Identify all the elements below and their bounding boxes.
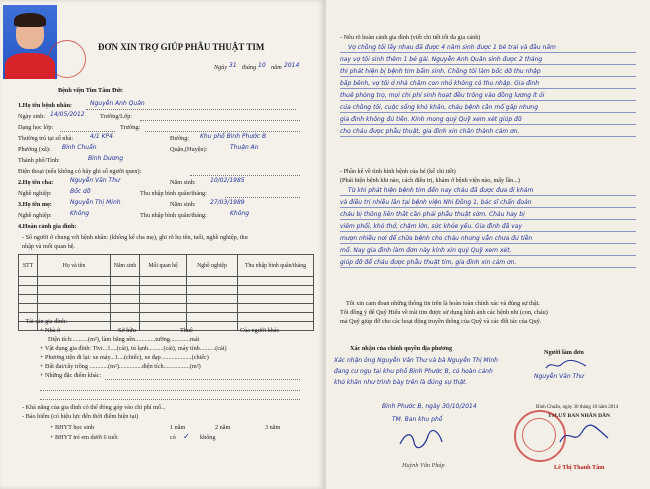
city-value: Bình Dương	[88, 155, 124, 162]
section3-heading: 3.Họ tên mẹ:	[18, 201, 52, 208]
patient-photo	[3, 5, 57, 79]
grade-label: Dạng học lớp:	[18, 124, 54, 131]
insurance-3-year: 3 năm	[265, 424, 281, 431]
reason-line-2: và điều trị nhiều lần tại bệnh viện Nhi Đồng 1, bác sĩ chẩn đoán	[340, 199, 532, 206]
mother-job-label: Nghề nghiệp:	[18, 212, 52, 219]
applicant-heading: Người làm đơn	[544, 349, 584, 356]
mother-dob-label: Năm sinh:	[170, 201, 196, 208]
official-red-seal-inner	[522, 418, 556, 452]
hc-line-5: thuê phòng trọ, mọi chi phí sinh hoạt đều trông vào đồng lương ít ỏi	[340, 92, 545, 99]
gov-date: Bình Phước B, ngày 30/10/2014	[382, 403, 477, 410]
father-dob: 10/02/1985	[210, 177, 245, 184]
reason-heading: - Phần kể về tình hình bệnh của bé (kể chi tiết)	[340, 168, 456, 175]
dob-label: Ngày sinh:	[18, 113, 45, 120]
family-situation-page	[326, 0, 650, 489]
house-label: + Nhà ở	[40, 327, 61, 334]
pledge-line-3: mà Quỹ giúp đỡ cho các hoạt động truyền thông của Quỹ và các đối tác của Quỹ.	[340, 318, 542, 325]
form-title: ĐƠN XIN TRỢ GIÚP PHẪU THUẬT TIM	[98, 42, 265, 52]
street-value: Khu phố Bình Phước B	[200, 133, 267, 140]
mother-income: Không	[230, 210, 250, 217]
hc-line-1: Vợ chồng tôi lấy nhau đã được 4 năm sinh được 1 bé trai và đầu năm	[348, 44, 556, 51]
insurance-child: + BHYT trẻ em dưới 6 tuổi	[50, 434, 118, 441]
pledge-line-1: Tôi xin cam đoan những thông tin trên là hoàn toàn chính xác và đúng sự thật.	[346, 300, 540, 307]
hc-line-4: bấp bênh, vợ tôi ở nhà chăm con nhỏ không có thu nhập. Gia đình	[340, 80, 540, 87]
col-name: Họ và tên	[38, 255, 111, 277]
pledge-line-2: Tôi đồng ý để Quỹ Hiểu về trái tim được sử dụng hình ảnh các bệnh nhi (con, cháu)	[340, 309, 548, 316]
ward-label: Trường/Lớp:	[100, 113, 133, 120]
reason-line-6: mổ. Nay gia đình làm đơn này kính xin quý Quỹ xem xét,	[340, 247, 512, 254]
table-row	[19, 286, 314, 295]
insurance-yes: có	[170, 434, 176, 441]
father-job-label: Nghề nghiệp:	[18, 190, 52, 197]
district-label: Quận,(Huyện):	[170, 146, 208, 153]
patient-name: Nguyễn Anh Quân	[90, 100, 145, 107]
table-row	[19, 304, 314, 313]
section4-desc2: nhập và mối quan hệ.	[22, 243, 76, 250]
gov-signature	[396, 428, 446, 450]
col-relation: Mối quan hệ	[140, 255, 187, 277]
reason-subheading: (Phát hiện bệnh khi nào, cách điều trị, khám ở bệnh viện nào, mấy lần...)	[340, 177, 520, 184]
col-stt: STT	[19, 255, 38, 277]
residence-value: 4/1 KP4	[90, 133, 113, 140]
gov-confirm-heading: Xác nhận của chính quyền địa phương	[350, 345, 453, 352]
father-job: Bốc dỡ	[70, 188, 91, 195]
date-year-label: năm	[271, 64, 282, 71]
hc-line-7: gia đình không đủ tiền. Kính mong quý Quỹ xem xét giúp đỡ	[340, 116, 522, 123]
area-line: Diện tích:..........(m²), làm bằng nền.............tường.............mái	[48, 336, 200, 343]
hc-line-6: của chồng tôi, cuộc sống khó khăn, cháu bệnh cần mổ gấp nhưng	[340, 104, 539, 111]
transport-line: + Phương tiện đi lại: xe máy...1....(chiếc), xe đạp ...................(chiếc)	[40, 354, 209, 361]
father-name: Nguyễn Văn Thư	[70, 177, 120, 184]
hc-line-8: cho cháu được phẫu thuật, gia đình xin chân thành cảm ơn.	[340, 128, 520, 135]
assets-label: - Tài sản gia đình:	[22, 318, 67, 325]
ward2-label: Phường (xã):	[18, 146, 51, 153]
gov-text-line-1: Xác nhận ông Nguyễn Văn Thư và bà Nguyễn Thị Minh	[334, 357, 498, 364]
section2-heading: 2.Họ tên cha:	[18, 179, 54, 186]
street-label: Đường:	[170, 135, 190, 142]
other-owner-label: Của người khác	[240, 327, 280, 334]
table-row	[19, 295, 314, 304]
section4-heading: 4.Hoàn cảnh gia đình:	[18, 223, 77, 230]
official-date: Bình Chuẩn, ngày 30 tháng 10 năm 2014	[536, 405, 619, 410]
col-birth-year: Năm sinh	[111, 255, 140, 277]
contribution-line: - Khả năng của gia đình có thể đóng góp vào chi phí mổ...	[22, 404, 166, 411]
rent-label: Thuê	[180, 327, 193, 334]
photo-hair	[14, 13, 46, 27]
insurance-2-year: 2 năm	[215, 424, 231, 431]
reason-line-3: cháu bị thông liên thất cần phải phẫu thuật sớm. Cháu hay bị	[340, 211, 525, 218]
hospital-line: Bệnh viện Tim Tâm Đức	[58, 87, 123, 94]
insurance-label: - Bảo hiểm (có hiệu lực đến thời điểm hiện tại)	[22, 413, 139, 420]
insurance-student: + BHYT học sinh	[50, 424, 95, 431]
date-month: 10	[258, 62, 266, 69]
date-year: 2014	[284, 62, 300, 69]
mother-income-label: Thu nhập bình quân/tháng:	[140, 212, 207, 219]
mother-name: Nguyễn Thị Minh	[70, 199, 121, 206]
official-signature	[556, 424, 612, 448]
section4-desc: - Số người ở chung với bệnh nhân: (không kể cha mẹ), ghi rõ họ tên, tuổi, nghề nghiệp, thu	[22, 234, 248, 241]
insurance-no: không	[200, 434, 216, 441]
household-goods-line: + Vật dụng gia đình: Tivi...1....(cái), tủ lạnh..........(cái), máy tính..........(cái)	[40, 345, 227, 352]
gov-text-line-2: đang cư ngụ tại khu phố Bình Phước B, có hoàn cảnh	[334, 368, 493, 375]
mother-dob: 27/03/1989	[210, 199, 245, 206]
gov-role: TM. Ban khu phố	[392, 416, 443, 423]
date-month-label: tháng	[242, 64, 257, 71]
phone-label: Điện thoại (nếu không có hãy ghi số người quen):	[18, 168, 142, 175]
official-signer-name: Lê Thị Thanh Tâm	[554, 464, 605, 471]
hc-line-2: nay vợ tôi sinh thêm 1 bé gái. Nguyễn Anh Quân sinh được 2 tháng	[340, 56, 543, 63]
own-label: Sở hữu	[118, 327, 136, 334]
table-row	[19, 277, 314, 286]
mother-job: Không	[70, 210, 90, 217]
reason-line-4: viêm phổi, khó thở, chậm lớn, sức khỏe yếu. Gia đình đã vay	[340, 223, 523, 230]
ward2-value: Bình Chuẩn	[62, 144, 97, 151]
city-label: Thành phố/Tỉnh:	[18, 157, 60, 164]
date-prefix: Ngày	[214, 64, 228, 71]
land-line: + Đất đai/cây trồng ............(m²)...............diện tích.................(m²)	[40, 363, 201, 370]
dob-value: 14/05/2012	[50, 111, 85, 118]
reason-line-5: mượn nhiều nơi để chữa bệnh cho cháu nhưng vẫn chưa đủ tiền	[340, 235, 533, 242]
application-form-page	[0, 0, 324, 489]
insurance-check-mark: ✓	[183, 432, 190, 441]
col-job: Nghề nghiệp	[187, 255, 238, 277]
residence-label: Thường trú tại số nhà:	[18, 135, 74, 142]
hc-heading: - Nêu rõ hoàn cảnh gia đình (viết chi tiết tối đa gia cảnh)	[340, 34, 481, 41]
photo-seal-stamp	[48, 40, 86, 78]
col-income: Thu nhập bình quân/tháng	[238, 255, 314, 277]
date-day: 31	[229, 62, 237, 69]
father-income-label: Thu nhập bình quân/tháng:	[140, 190, 207, 197]
insurance-1-year: 1 năm	[170, 424, 186, 431]
other-assets-label: + Những đặc điểm khác:	[40, 372, 102, 379]
official-org: TM.UỶ BAN NHÂN DÂN	[548, 413, 611, 419]
school-label: Trường:	[120, 124, 141, 131]
section1-heading: 1.Họ tên bệnh nhân:	[18, 102, 72, 109]
hc-line-3: thì phát hiện bị bệnh tim bẩm sinh. Chồng tôi làm bốc dỡ thu nhập	[340, 68, 541, 75]
reason-line-7: giúp đỡ để cháu được phẫu thuật tim, gia đình xin cảm ơn.	[340, 259, 517, 266]
applicant-name: Nguyễn Văn Thư	[534, 373, 584, 380]
gov-text-line-3: khó khăn như trình bày trên là đúng sự thật.	[334, 379, 468, 386]
reason-line-1: Từ khi phát hiện bệnh tim đến nay cháu đã được đưa đi khám	[348, 187, 534, 194]
district-value: Thuận An	[230, 144, 259, 151]
applicant-signature	[542, 358, 592, 372]
gov-official-name: Huỳnh Văn Pháp	[402, 462, 445, 469]
father-dob-label: Năm sinh:	[170, 179, 196, 186]
